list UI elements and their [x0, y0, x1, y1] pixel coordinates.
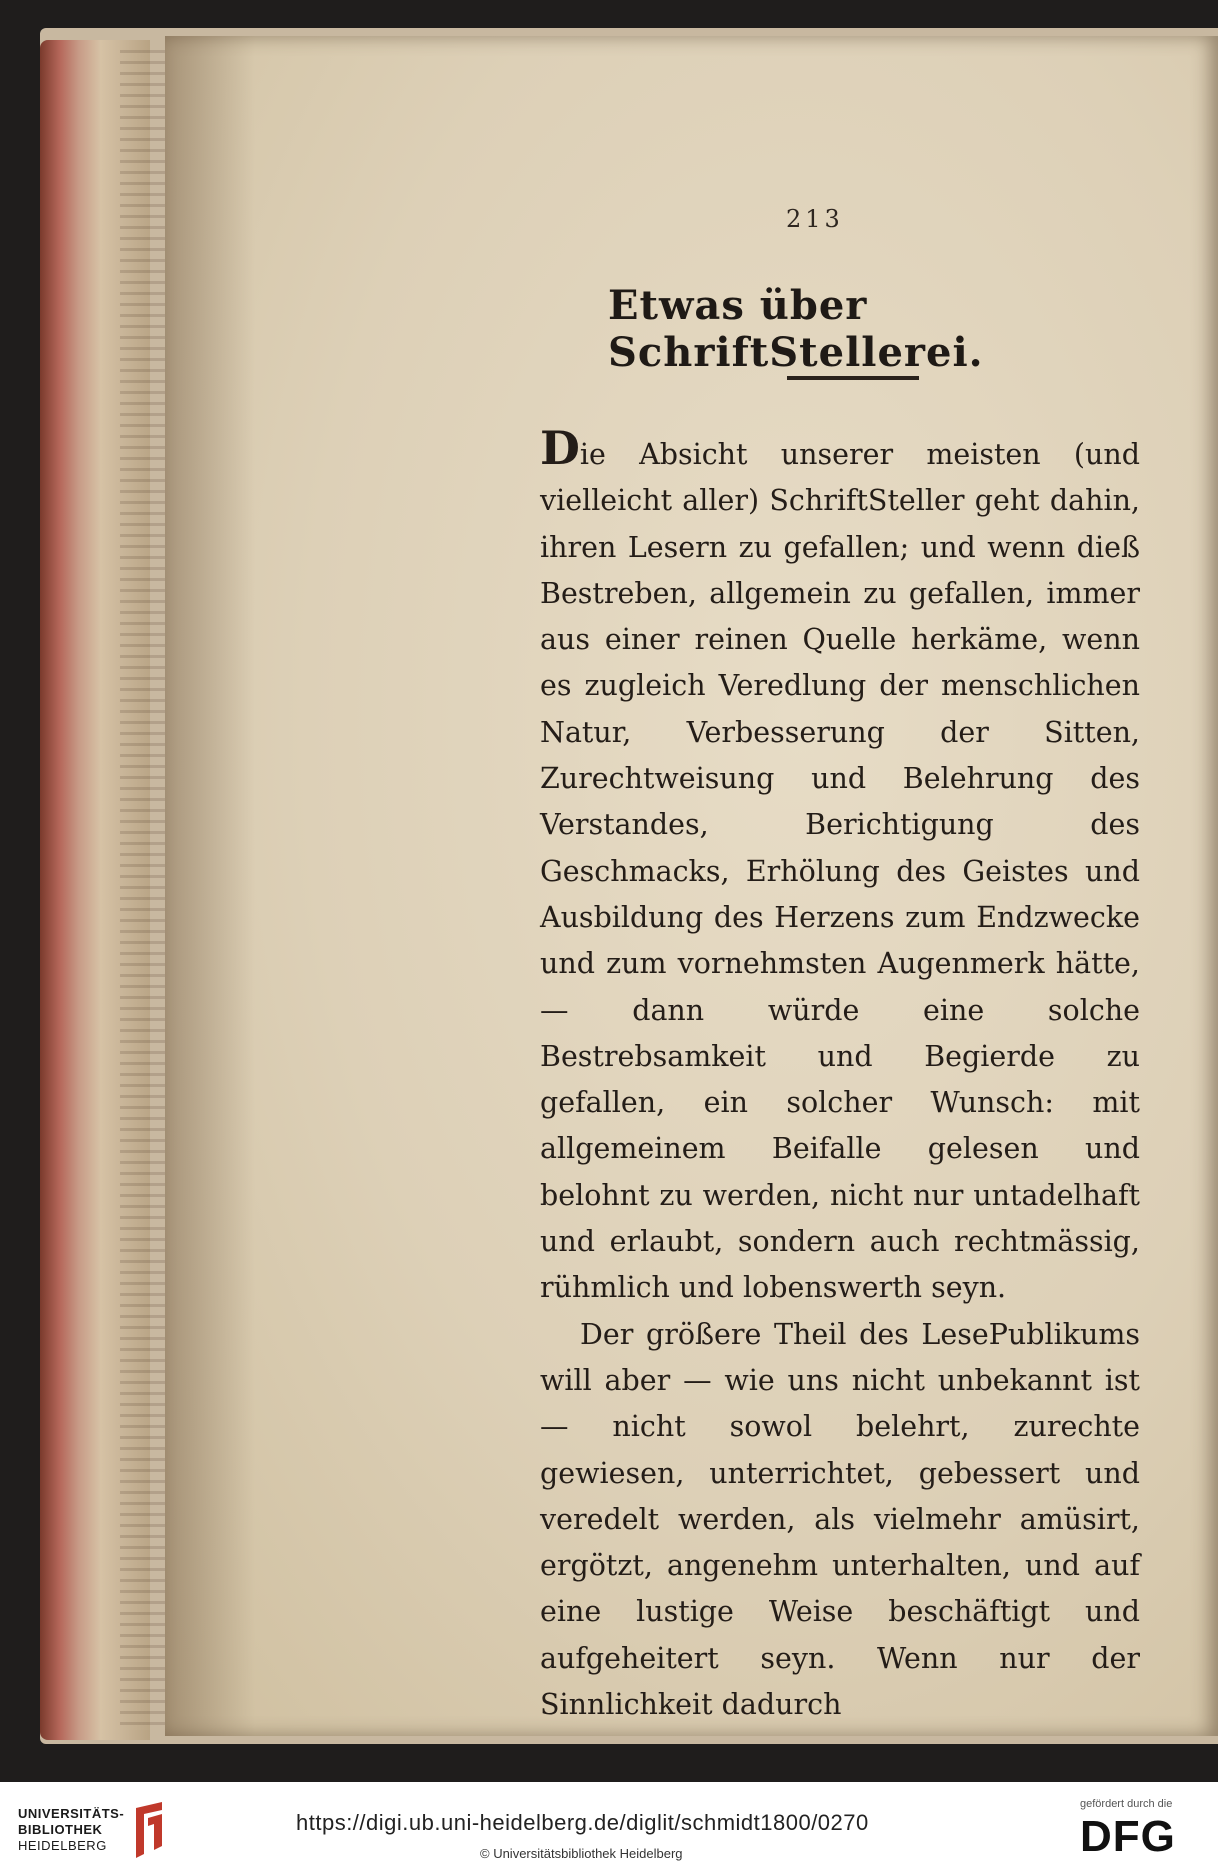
gutter-shadow: [165, 36, 255, 1736]
funding-label: gefördert durch die: [1080, 1798, 1173, 1810]
library-logo-text[interactable]: [18, 1806, 124, 1854]
library-logo-icon: [122, 1800, 172, 1860]
copyright-text: © Universitätsbibliothek Heidelberg: [480, 1846, 683, 1861]
paragraph-2: Der größere Theil des LesePublikums will aber — wie uns nicht unbekannt ist — nicht sowol belehrt, zurechte gewiesen, unterrichtet, gebessert und veredelt werden, als vielmehr amüsirt, ergötzt, angenehm unterhalten, und auf eine lustige Weise beschäftigt und aufgeheitert seyn. Wenn nur der Sinnlichkeit dadurch: [540, 1317, 1140, 1722]
body-text: [540, 421, 1140, 1728]
page-number: 213: [786, 205, 844, 233]
chapter-title: Etwas über SchriftStellerei.: [608, 282, 984, 376]
title-rule: [787, 376, 919, 380]
dfg-logo[interactable]: DFG: [1080, 1812, 1176, 1861]
drop-cap: D: [540, 421, 580, 475]
library-line-3: HEIDELBERG: [18, 1838, 107, 1853]
paragraph-1-text: ie Absicht unserer meisten (und vielleicht aller) SchriftSteller geht dahin, ihren Lesern zu gefallen; und wenn dieß Bestreben, allgemein zu gefallen, immer aus einer reinen Quelle herkäme, wenn es zugleich Veredlung der menschlichen Natur, Verbesserung der Sitten, Zurechtweisung und Belehrung des Verstandes, Berichtigung des Geschmacks, Erhölung des Geistes und Ausbildung des Herzens zum Endzwecke und zum vornehmsten Augenmerk hätte, — dann würde eine solche Bestrebsamkeit und Begierde zu gefallen, ein solcher Wunsch: mit allgemeinem Beifalle gelesen und belohnt zu werden, nicht nur untadelhaft und erlaubt, sondern auch rechtmässig, rühmlich und lobenswerth seyn.: [540, 438, 1140, 1305]
library-line-1: UNIVERSITÄTS-: [18, 1806, 125, 1821]
paragraph-1: [540, 421, 1140, 1312]
permalink-url[interactable]: https://digi.ub.uni-heidelberg.de/diglit/schmidt1800/0270: [296, 1810, 869, 1835]
library-line-2: BIBLIOTHEK: [18, 1822, 103, 1837]
